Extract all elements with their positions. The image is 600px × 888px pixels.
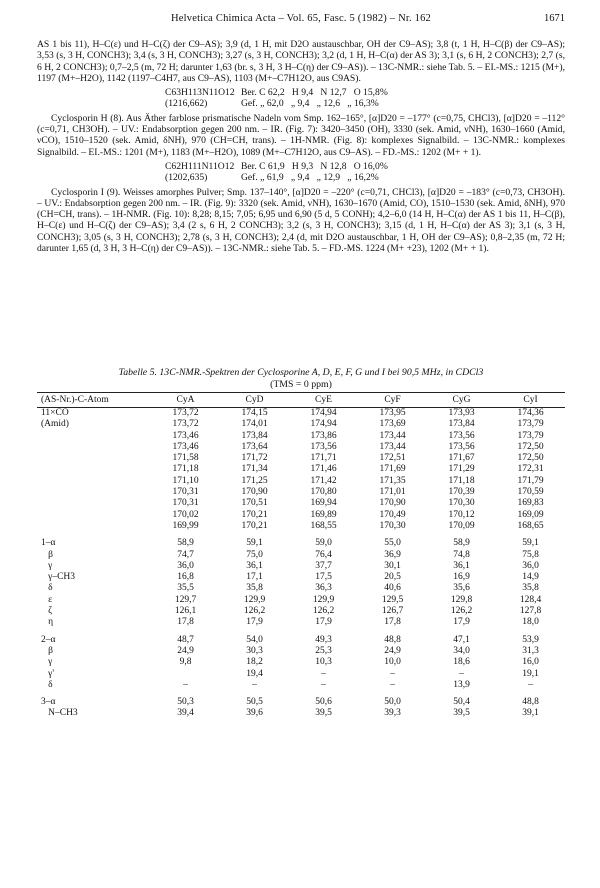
row-label <box>37 442 151 453</box>
table-cell: 170,49 <box>379 509 406 520</box>
molecular-weight: (1202,635) <box>165 172 208 184</box>
table-cell: 16,8 <box>177 572 194 583</box>
table-cell: 16,0 <box>522 657 539 668</box>
row-label: (Amid) <box>41 419 69 430</box>
table-cell: 19,1 <box>522 668 539 679</box>
table-cell: 59,1 <box>522 538 539 549</box>
table-cell: – <box>459 668 464 679</box>
paragraph-cyclosporin-g-data: AS 1 bis 11), H–C(ε) und H–C(ζ) der C9–AS); 3,9 (d, 1 H, mit D2O austauschbar, OH der C9–AS); 3,8 (t, 1 H, H–C(β) der C9–AS); 3,53 (s, 3 H, CONCH3); 3,4 (s, 3 H, CONCH3); 3,27 (s, 3 H, CONCH3); 3,2 (d, 1 H, H–C(α) der AS 3); 3,1 (s, 6 H, 2 CONCH3); 2,7 (s, 6 H, 2 CONCH3); 0,7–2,5 (m, 72 H; darunter 1,63 (br. s, 3 H, 3 H–C(η) der C9–AS)). – 13C-NMR.: siehe Tab. 5. – EI.-MS.: 1215 (M+), 1197 (M+–H2O), 1142 (1197–C4H7, aus C9–AS), 1103 (M+–C7H12O, aus C9AS). <box>37 39 565 84</box>
table-row <box>37 572 565 583</box>
table-cell: 35,6 <box>453 583 470 594</box>
paragraph-cyclosporin-i: Cyclosporin I (9). Weisses amorphes Pulver; Smp. 137–140°, [α]D20 = –220° (c=0,71, CHCl3), [α]D20 = –183° (c=0,73, CH3OH). – UV.: Endabsorption gegen 200 nm. – IR. (Fig. 9): 3320 (sek. Amid, νNH), 1630–1670 (Amid, CO), 1510–1530 (sek. Amid, δNH), 970 (CH=CH, trans). – 1H-NMR. (Fig. 10): 8,28; 8,15; 7,05; 6,95 und 6,90 (5 d, 5 CONH); 4,2–6,0 (14 H, H–C(α) der AS 1 bis 11, H–C(β), H–C(ε) und H–C(ζ) der C9–AS); 3,4 (2 s, 6 H, 2 CONCH3); 3,2 (s, 3 H, CONCH3); 3,15 (d, 1 H, H–C(α) der AS 3); 3,1 (s, 3 H, CONCH3); 3,05 (s, 3 H, CONCH3); 2,78 (s, 3 H, CONCH3); 2,4 (d, mit D2O austauschbar, 1 H, OH der C9–AS); 0,8–2,35 (m, 72 H; darunter 1,65 (d, 3 H, 3 H–C(η) der C9–AS)). – 13C-NMR.: siehe Tab. 5. – FD.-MS. 1224 (M+ +23), 1202 (M+ + 1). <box>37 186 565 255</box>
table-row <box>37 487 565 498</box>
table-cell: 17,9 <box>246 617 263 628</box>
table-cell: 10,3 <box>315 657 332 668</box>
table-row <box>37 680 565 691</box>
table-cell: 168,65 <box>517 520 544 531</box>
table-cell: 37,7 <box>315 560 332 571</box>
molecular-formula: C62H111N11O12 <box>165 160 235 172</box>
table-cell: 168,55 <box>310 520 337 531</box>
table-cell: 170,31 <box>172 487 199 498</box>
found-values: Gef. „ 62,0 „ 9,4 „ 12,6 „ 16,3% <box>241 98 379 110</box>
table-cell: 129,9 <box>243 594 266 605</box>
table-cell: 50,0 <box>384 697 401 708</box>
calculated-values: Ber. C 61,9 H 9,3 N 12,8 O 16,0% <box>241 160 388 172</box>
table-cell: 19,4 <box>246 668 263 679</box>
table-cell <box>151 669 220 680</box>
table-cell: 74,8 <box>453 549 470 560</box>
table-cell: 171,69 <box>379 464 406 475</box>
table-cell: 39,5 <box>315 708 332 719</box>
table-cell: 170,59 <box>517 487 544 498</box>
table-cell: 173,84 <box>448 419 475 430</box>
table-cell: 170,09 <box>448 520 475 531</box>
table-cell: 14,9 <box>522 572 539 583</box>
table-cell: 129,7 <box>174 594 197 605</box>
table-cell: 48,8 <box>384 634 401 645</box>
table-cell: 171,18 <box>172 464 199 475</box>
table-row <box>37 453 565 464</box>
table-cell: 173,56 <box>310 441 337 452</box>
column-header: (AS-Nr.)-C-Atom <box>37 393 151 408</box>
table-cell: 169,09 <box>517 509 544 520</box>
row-label: 2–α <box>41 634 56 645</box>
table-row <box>37 476 565 487</box>
table-row <box>37 538 565 549</box>
table-cell: 171,46 <box>310 464 337 475</box>
table-cell: 24,9 <box>384 645 401 656</box>
table-cell: 17,1 <box>246 572 263 583</box>
table-cell: 9,8 <box>179 657 192 668</box>
table-cell: 50,4 <box>453 697 470 708</box>
table-row <box>37 561 565 572</box>
table-cell: 36,0 <box>177 560 194 571</box>
table-cell: 170,31 <box>172 498 199 509</box>
table-cell: 54,0 <box>246 634 263 645</box>
table-cell: 55,0 <box>384 538 401 549</box>
row-label <box>37 431 151 442</box>
row-label: 1–α <box>41 538 56 549</box>
table-cell: 174,94 <box>310 419 337 430</box>
table-cell: 58,9 <box>177 538 194 549</box>
row-label: γ <box>41 560 53 571</box>
table-cell: 50,6 <box>315 697 332 708</box>
table-cell: 173,86 <box>310 430 337 441</box>
table-cell: 171,10 <box>172 475 199 486</box>
elemental-analysis-1 <box>165 87 565 110</box>
table-cell: 170,21 <box>241 509 268 520</box>
paragraph-cyclosporin-h: Cyclosporin H (8). Aus Äther farblose prismatische Nadeln vom Smp. 162–165°, [α]D20 = –177° (c=0,75, CHCl3), [α]D20 = –112° (c=0,71, CH3OH). – UV.: Endabsorption gegen 200 nm. – IR. (Fig. 7): 3420–3450 (OH), 3330 (sek. Amid, νNH), 1630–1660 (Amid, νCO), 1510–1520 (sek. Amid, δNH), 970 (CH=CH, trans). – 1H-NMR. (Fig. 8): komplexes Signalbild. – 13C-NMR.: komplexes Signalbild. – EI.-MS.: 1201 (M+), 1183 (M+–H2O), 1089 (M+–C7H12O, aus C9–AS). – FD.-MS.: 1202 (M+ + 1). <box>37 112 565 158</box>
table-cell: 17,9 <box>453 617 470 628</box>
table-cell: 171,67 <box>448 453 475 464</box>
column-header: CyF <box>358 393 427 408</box>
found-values: Gef. „ 61,9 „ 9,4 „ 12,9 „ 16,2% <box>241 172 379 184</box>
table-cell: 172,31 <box>517 464 544 475</box>
row-label <box>37 510 151 521</box>
table-cell: – <box>390 668 395 679</box>
table-cell: 39,5 <box>453 708 470 719</box>
table-cell: 129,8 <box>450 594 473 605</box>
table-cell: 17,8 <box>177 617 194 628</box>
table-cell: 172,50 <box>517 441 544 452</box>
column-header: CyI <box>496 393 565 408</box>
table-cell: 173,79 <box>517 419 544 430</box>
table-row <box>37 595 565 606</box>
table-row <box>37 697 565 708</box>
table-row <box>37 583 565 594</box>
row-label: γ' <box>41 668 55 679</box>
table-cell: 75,0 <box>246 549 263 560</box>
molecular-formula: C63H113N11O12 <box>165 87 235 99</box>
column-header: CyE <box>289 393 358 408</box>
table-cell: 39,6 <box>246 708 263 719</box>
row-label: δ <box>41 679 53 690</box>
table-cell: 74,7 <box>177 549 194 560</box>
row-label: ε <box>41 594 53 605</box>
table-cell: 170,90 <box>379 498 406 509</box>
table-cell: 16,9 <box>453 572 470 583</box>
table-cell: 126,1 <box>174 606 197 617</box>
table-row <box>37 521 565 532</box>
table-cell: 173,46 <box>172 430 199 441</box>
table-row <box>37 408 565 420</box>
table-row <box>37 498 565 509</box>
table-cell: 75,8 <box>522 549 539 560</box>
table-cell: 171,42 <box>310 475 337 486</box>
table-row <box>37 419 565 430</box>
table-cell: 170,30 <box>448 498 475 509</box>
table-cell: 170,02 <box>172 509 199 520</box>
table-cell: 47,1 <box>453 634 470 645</box>
table-cell: 173,56 <box>448 430 475 441</box>
row-label: ζ <box>41 606 53 617</box>
row-label: β <box>41 645 53 656</box>
row-label <box>37 453 151 464</box>
table-cell: 50,3 <box>177 697 194 708</box>
table-cell: 173,64 <box>241 441 268 452</box>
row-label: γ–CH3 <box>41 572 76 583</box>
journal-header: Helvetica Chimica Acta – Vol. 65, Fasc. 5 (1982) – Nr. 162 <box>171 13 431 24</box>
table-cell: 170,39 <box>448 487 475 498</box>
table-cell: 18,2 <box>246 657 263 668</box>
table-row <box>37 464 565 475</box>
table-cell: 169,99 <box>172 520 199 531</box>
table-cell: – <box>183 679 188 690</box>
table-cell: 173,44 <box>379 430 406 441</box>
row-label: β <box>41 549 53 560</box>
table-cell: 49,3 <box>315 634 332 645</box>
table-cell: 169,89 <box>310 509 337 520</box>
table-row <box>37 635 565 646</box>
table-cell: 128,4 <box>519 594 542 605</box>
table-cell: 129,5 <box>381 594 404 605</box>
table-cell: – <box>252 679 257 690</box>
table-cell: 174,15 <box>241 408 268 418</box>
table-cell: 35,8 <box>246 583 263 594</box>
table-cell: 173,72 <box>172 408 199 418</box>
table-cell: 36,3 <box>315 583 332 594</box>
table-cell: 126,2 <box>312 606 335 617</box>
row-label <box>37 521 151 532</box>
table-cell: 171,34 <box>241 464 268 475</box>
table-row <box>37 657 565 668</box>
table-row <box>37 708 565 719</box>
table-row <box>37 606 565 617</box>
table-header-row <box>37 393 565 408</box>
table-cell: 173,44 <box>379 441 406 452</box>
table-cell: 173,69 <box>379 419 406 430</box>
table-cell: 30,3 <box>246 645 263 656</box>
row-label: γ <box>41 657 53 668</box>
table-row <box>37 646 565 657</box>
table-cell: 174,36 <box>517 408 544 418</box>
table-cell: 17,9 <box>315 617 332 628</box>
table-cell: – <box>390 679 395 690</box>
table-cell: 36,9 <box>384 549 401 560</box>
table-cell: 30,1 <box>384 560 401 571</box>
table-cell: 59,1 <box>246 538 263 549</box>
table-caption <box>37 367 565 391</box>
table-cell: 17,5 <box>315 572 332 583</box>
table-cell: 172,50 <box>517 453 544 464</box>
table-cell: 39,1 <box>522 708 539 719</box>
table-cell: 174,94 <box>310 408 337 418</box>
table-cell: 169,83 <box>517 498 544 509</box>
table-cell: 174,01 <box>241 419 268 430</box>
table-cell: 171,71 <box>310 453 337 464</box>
table-cell: 173,95 <box>379 408 406 418</box>
table-cell: 53,9 <box>522 634 539 645</box>
table-cell: – <box>528 679 533 690</box>
table-cell: 18,0 <box>522 617 539 628</box>
table-cell: 171,29 <box>448 464 475 475</box>
page-number: 1671 <box>544 13 565 24</box>
table-cell: 126,2 <box>243 606 266 617</box>
table-row <box>37 669 565 680</box>
table-cell: 170,51 <box>241 498 268 509</box>
table-cell: 25,3 <box>315 645 332 656</box>
table-cell: 173,84 <box>241 430 268 441</box>
table-cell: 170,80 <box>310 487 337 498</box>
table-cell: 171,18 <box>448 475 475 486</box>
column-header: CyA <box>151 393 220 408</box>
body-text <box>37 39 565 254</box>
table-cell: 129,9 <box>312 594 335 605</box>
table-title: Tabelle 5. 13C-NMR.-Spektren der Cyclosporine A, D, E, F, G und I bei 90,5 MHz, in CDCl3 <box>118 367 484 378</box>
table-cell: 17,8 <box>384 617 401 628</box>
table-row <box>37 550 565 561</box>
table-cell: 34,0 <box>453 645 470 656</box>
table-cell: 36,1 <box>246 560 263 571</box>
table-cell: 39,4 <box>177 708 194 719</box>
table-cell: 31,3 <box>522 645 539 656</box>
table-cell: 169,94 <box>310 498 337 509</box>
table-cell: 171,01 <box>379 487 406 498</box>
table-cell: 20,5 <box>384 572 401 583</box>
table-cell: 171,25 <box>241 475 268 486</box>
row-label: 11×CO <box>41 408 69 418</box>
table-cell: 171,72 <box>241 453 268 464</box>
table-cell: 58,9 <box>453 538 470 549</box>
table-cell: 24,9 <box>177 645 194 656</box>
table-cell: 36,1 <box>453 560 470 571</box>
table-cell: 50,5 <box>246 697 263 708</box>
table-cell: 18,6 <box>453 657 470 668</box>
table-cell: 76,4 <box>315 549 332 560</box>
elemental-analysis-2 <box>165 161 565 184</box>
table-cell: 173,46 <box>172 441 199 452</box>
row-label: η <box>41 617 54 628</box>
table-cell: – <box>321 679 326 690</box>
table-cell: 59,0 <box>315 538 332 549</box>
table-cell: 126,7 <box>381 606 404 617</box>
molecular-weight: (1216,662) <box>165 98 208 110</box>
calculated-values: Ber. C 62,2 H 9,4 N 12,7 O 15,8% <box>241 87 388 99</box>
table-cell: 173,56 <box>448 441 475 452</box>
row-label <box>37 476 151 487</box>
column-header: CyG <box>427 393 496 408</box>
table-cell: 173,72 <box>172 419 199 430</box>
table-cell: 36,0 <box>522 560 539 571</box>
table-cell: 173,93 <box>448 408 475 418</box>
table-cell: 170,30 <box>379 520 406 531</box>
table-cell: 127,8 <box>519 606 542 617</box>
row-label: δ <box>41 583 53 594</box>
table-cell: 13,9 <box>453 679 470 690</box>
table-cell: 172,51 <box>379 453 406 464</box>
table-cell: 40,6 <box>384 583 401 594</box>
table-cell: 48,7 <box>177 634 194 645</box>
table-cell: 173,79 <box>517 430 544 441</box>
table-cell: 48,8 <box>522 697 539 708</box>
table-cell: – <box>321 668 326 679</box>
table-cell: 171,79 <box>517 475 544 486</box>
table-cell: 39,3 <box>384 708 401 719</box>
table-cell: 126,2 <box>450 606 473 617</box>
table-cell: 10,0 <box>384 657 401 668</box>
table-row <box>37 617 565 628</box>
column-header: CyD <box>220 393 289 408</box>
table-cell: 170,21 <box>241 520 268 531</box>
row-label: N–CH3 <box>41 708 78 719</box>
table-row <box>37 442 565 453</box>
row-label <box>37 487 151 498</box>
table-subtitle: (TMS = 0 ppm) <box>270 379 332 390</box>
row-label <box>37 498 151 509</box>
table-cell: 171,58 <box>172 453 199 464</box>
table-cell: 170,90 <box>241 487 268 498</box>
table-cell: 35,5 <box>177 583 194 594</box>
nmr-table <box>37 392 565 720</box>
table-cell: 170,12 <box>448 509 475 520</box>
table-cell: 35,8 <box>522 583 539 594</box>
table-row <box>37 510 565 521</box>
row-label: 3–α <box>41 697 56 708</box>
table-cell: 171,35 <box>379 475 406 486</box>
row-label <box>37 464 151 475</box>
table-row <box>37 431 565 442</box>
